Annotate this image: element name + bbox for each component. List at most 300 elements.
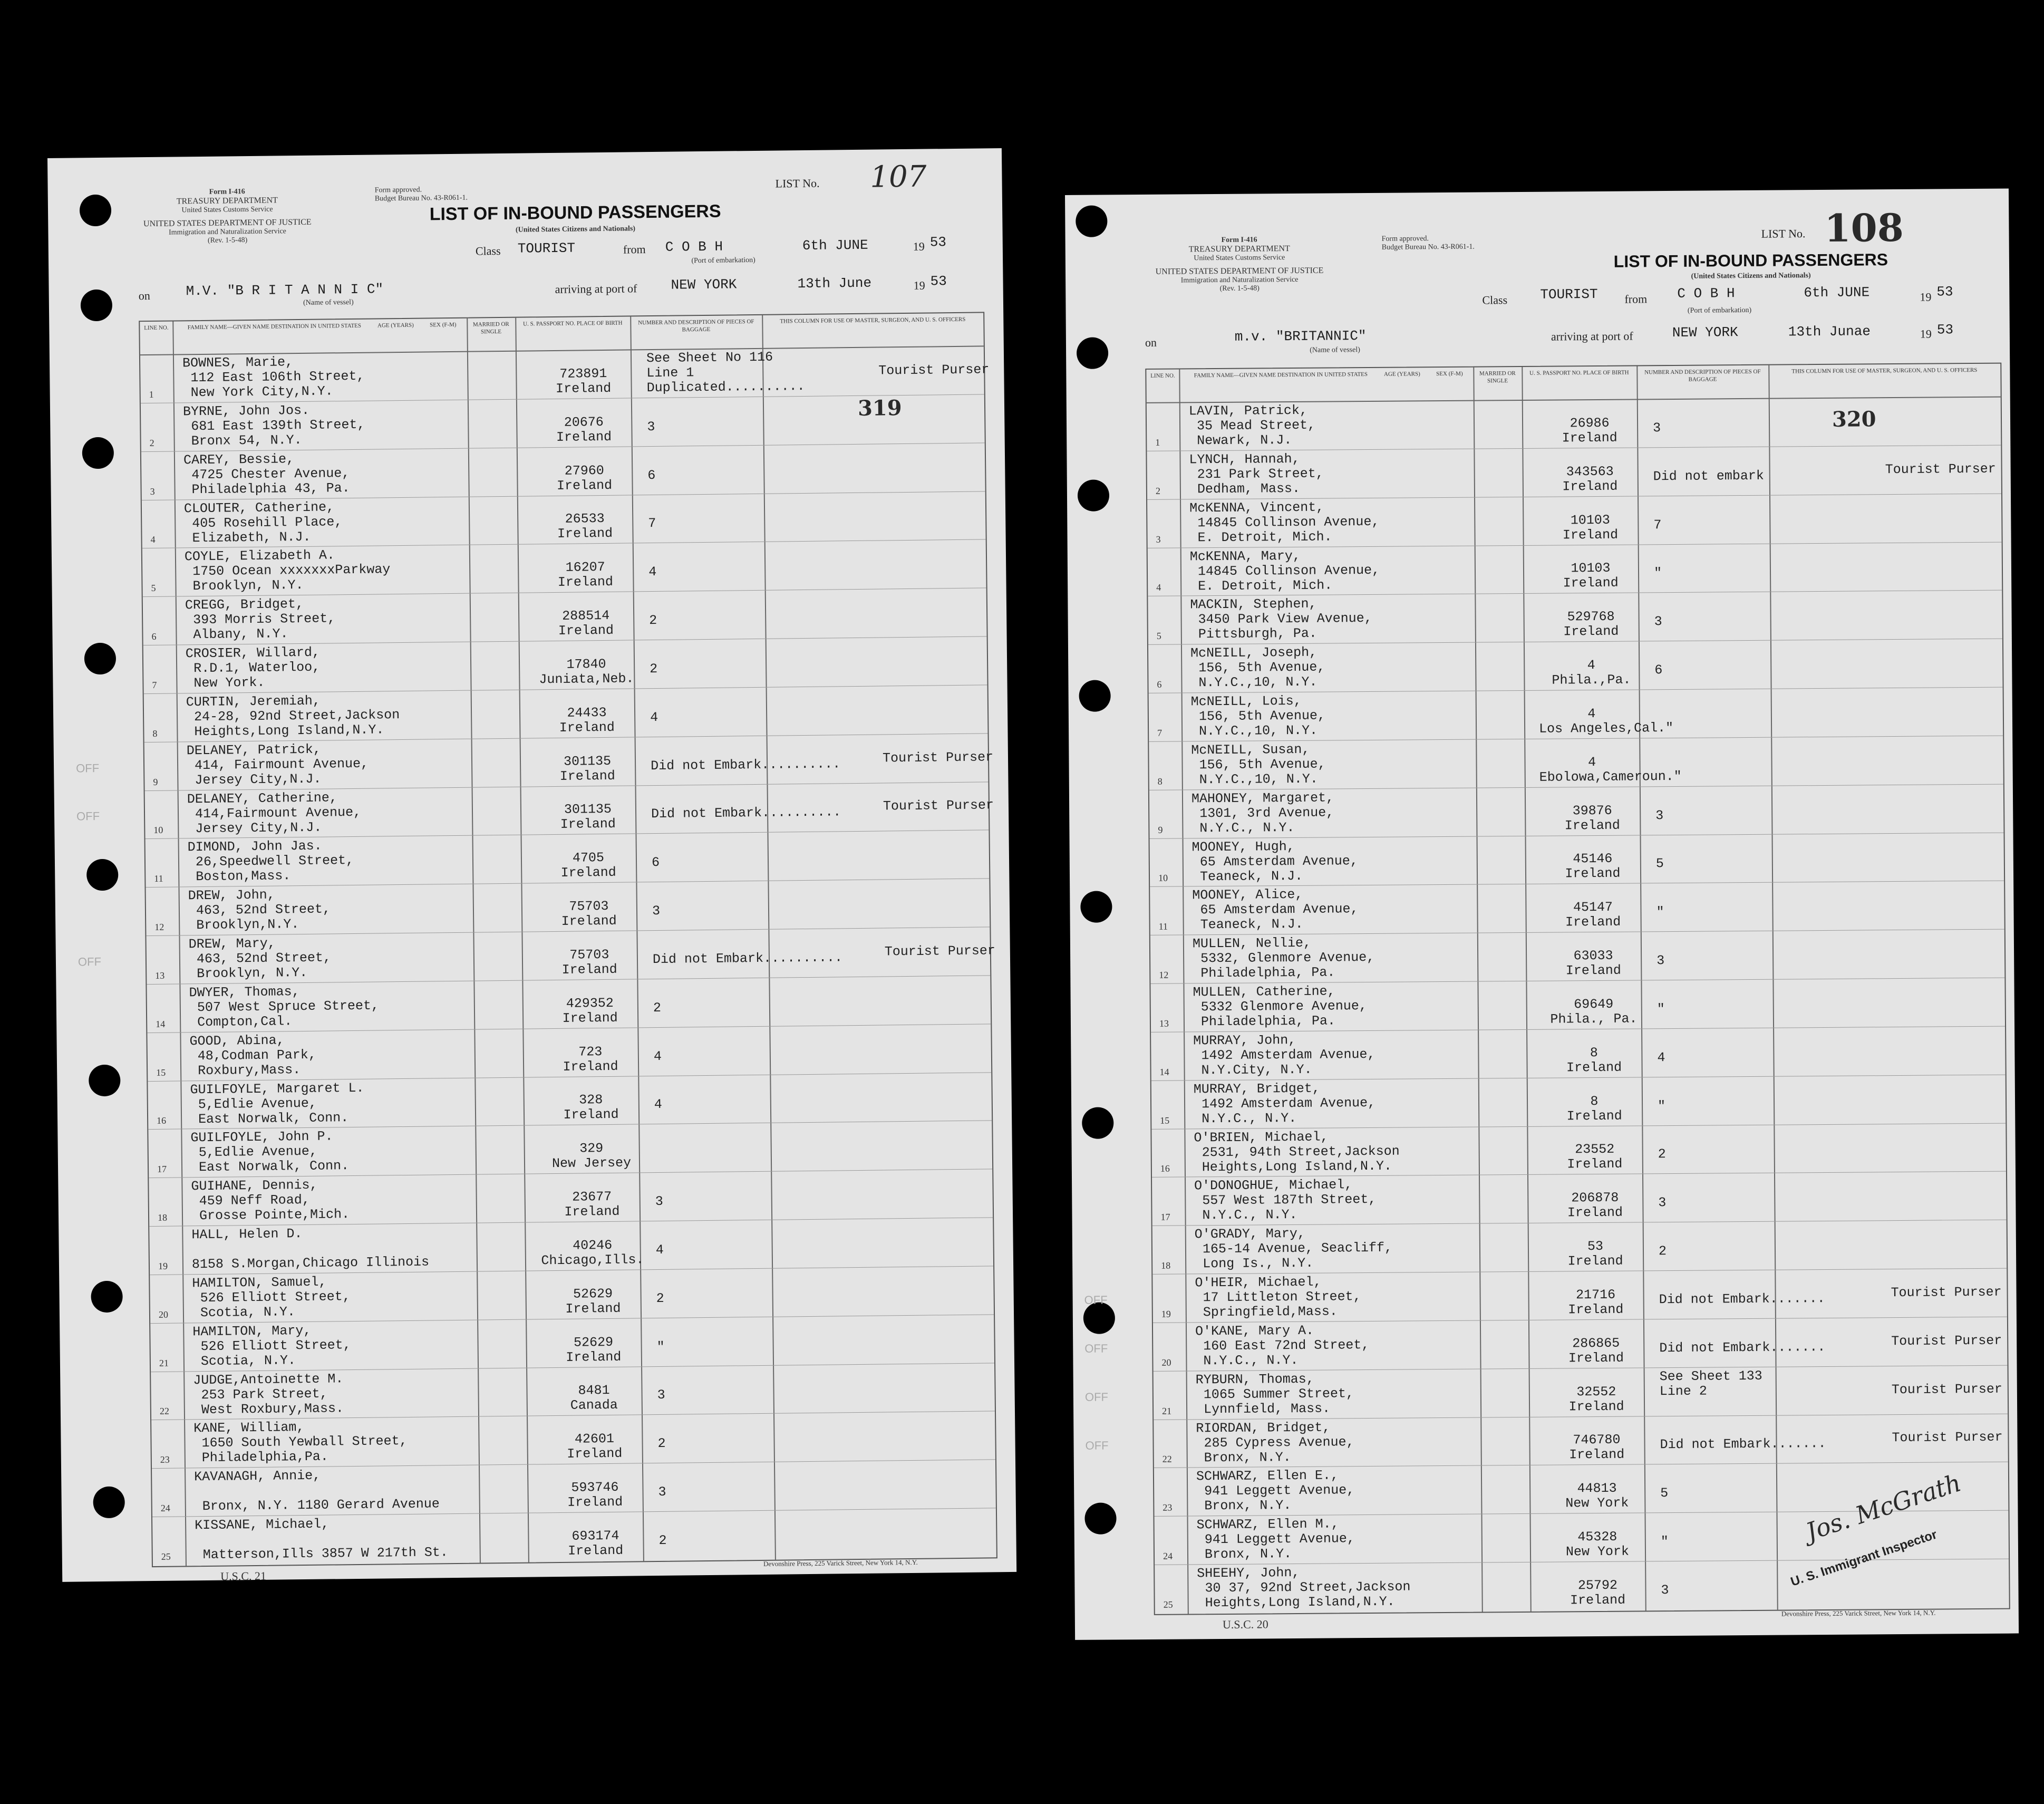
passport-birthplace: 10103 Ireland: [1563, 561, 1619, 591]
passport-birthplace: 39876 Ireland: [1564, 803, 1620, 833]
table-row: [1151, 1123, 2006, 1178]
line-number: 16: [1160, 1163, 1170, 1174]
table-row: [152, 1460, 996, 1518]
table-row: [1085, 1413, 2008, 1468]
passport-birthplace: 45147 Ireland: [1565, 899, 1621, 930]
line-number: 14: [156, 1018, 166, 1029]
line-number: 11: [154, 873, 163, 884]
punch-hole: [1078, 479, 1109, 511]
baggage-count: 3: [655, 1193, 663, 1210]
passport-birthplace: 21716 Ireland: [1568, 1287, 1624, 1318]
passport-birthplace: 593746 Ireland: [567, 1479, 623, 1510]
line-number: 18: [1161, 1260, 1171, 1271]
passenger-name-address: MOONEY, Hugh, 65 Amsterdam Avenue, Teaneck, N.J.: [1191, 838, 1358, 884]
list-no-label: LIST No.: [775, 176, 820, 190]
table-row: [1084, 1317, 2008, 1372]
table-row: [1152, 1220, 2007, 1275]
passport-birthplace: 206878 Ireland: [1567, 1190, 1623, 1221]
list-number: 108: [1824, 205, 1904, 250]
officer-remark: Tourist Purser: [1891, 1381, 2002, 1397]
baggage-count: Did not Embark..........: [650, 756, 841, 774]
line-number: 19: [1161, 1308, 1171, 1319]
table-row: [1155, 1559, 2009, 1613]
manifest-sheet-right: [1065, 189, 2019, 1640]
line-number: 3: [150, 486, 155, 497]
passport-birthplace: 4 Phila.,Pa.: [1552, 658, 1631, 688]
passport-birthplace: 529768 Ireland: [1563, 609, 1619, 640]
passenger-name-address: MOONEY, Alice, 65 Amsterdam Avenue, Teaneck, N.J.: [1192, 887, 1359, 933]
baggage-count: 4: [1657, 1049, 1665, 1065]
vessel-name: M.V. "B R I T A N N I C": [186, 281, 384, 300]
year-prefix: 19: [1920, 290, 1932, 304]
table-row: [150, 1314, 994, 1372]
off-mark: OFF: [1084, 1293, 1108, 1307]
punch-hole: [91, 1281, 123, 1313]
table-row: [1150, 881, 2004, 935]
baggage-count: 4: [650, 709, 658, 725]
passport-birthplace: 44813 New York: [1565, 1481, 1629, 1511]
baggage-count: 3: [1656, 953, 1665, 969]
table-row: [1149, 784, 2004, 838]
passport-birthplace: 17840 Juniata,Neb.: [539, 656, 634, 688]
passport-birthplace: 20676 Ireland: [556, 414, 612, 445]
table-row: [148, 1121, 992, 1179]
passenger-name-address: GUILFOYLE, John P. 5,Edlie Avenue, East Norwalk, Conn.: [190, 1128, 350, 1175]
baggage-count: 6: [647, 467, 656, 483]
passport-birthplace: 45146 Ireland: [1565, 851, 1621, 882]
passport-birthplace: 301135 Ireland: [560, 802, 616, 833]
passport-birthplace: 32552 Ireland: [1568, 1384, 1624, 1415]
table-row: [140, 345, 990, 403]
passport-birthplace: 693174 Ireland: [568, 1528, 624, 1559]
arrival-date: 13th June: [797, 275, 872, 292]
passport-birthplace: 75703 Ireland: [561, 947, 617, 978]
baggage-count: 3: [1658, 1195, 1667, 1211]
passport-birthplace: 723 Ireland: [563, 1044, 618, 1075]
passenger-name-address: DREW, John, 463, 52nd Street, Brooklyn,N.Y.: [188, 887, 331, 933]
embark-year: 53: [1936, 284, 1953, 300]
baggage-count: Did not Embark..........: [651, 804, 841, 822]
year-prefix: 19: [1920, 327, 1932, 341]
passenger-name-address: O'BRIEN, Michael, 2531, 94th Street,Jackson Heights,Long Island,N.Y.: [1194, 1129, 1400, 1175]
baggage-count: 3: [1654, 614, 1662, 630]
col-header-officers: THIS COLUMN FOR USE OF MASTER, SURGEON, AND U. S. OFFICERS: [780, 316, 966, 325]
table-row: [1147, 493, 2002, 548]
from-label: from: [623, 243, 646, 256]
table-row: [1148, 542, 2002, 596]
baggage-count: 2: [650, 661, 658, 677]
passenger-name-address: CAREY, Bessie, 4725 Chester Avenue, Philadelphia 43, Pa.: [183, 451, 350, 497]
passport-birthplace: 53 Ireland: [1567, 1239, 1623, 1269]
off-mark: OFF: [76, 809, 100, 823]
passport-birthplace: 329 New Jersey: [551, 1141, 632, 1172]
passenger-name-address: DELANEY, Catherine, 414,Fairmount Avenue, Jersey City,N.J.: [187, 789, 362, 836]
baggage-count: 4: [655, 1242, 664, 1258]
baggage-count: 7: [1653, 517, 1662, 533]
passport-birthplace: 26533 Ireland: [557, 511, 613, 542]
line-number: 23: [160, 1454, 170, 1465]
line-number: 1: [1155, 437, 1160, 448]
line-number: 8: [1157, 776, 1163, 787]
col-header-married: MARRIED OR SINGLE: [1479, 370, 1516, 384]
baggage-count: Did not Embark.......: [1659, 1290, 1825, 1308]
line-number: 4: [150, 534, 156, 545]
passenger-name-address: LAVIN, Patrick, 35 Mead Street, Newark, N.J.: [1188, 402, 1316, 449]
embark-port: C O B H: [665, 238, 723, 255]
passport-birthplace: 52629 Ireland: [565, 1286, 621, 1317]
manifest-sheet-left: [47, 148, 1016, 1582]
baggage-count: Did not embark: [1653, 468, 1764, 484]
vessel-caption: (Name of vessel): [303, 298, 354, 307]
baggage-count: 5: [1660, 1485, 1669, 1501]
line-number: 20: [1161, 1357, 1171, 1368]
year-prefix: 19: [913, 239, 925, 253]
passport-birthplace: 69649 Phila., Pa.: [1550, 996, 1638, 1027]
table-row: [1148, 639, 2003, 693]
passport-birthplace: 429352 Ireland: [562, 995, 618, 1026]
passport-birthplace: 40246 Chicago,Ills.: [541, 1237, 644, 1269]
passenger-name-address: O'GRADY, Mary, 165-14 Avenue, Seacliff, Long Is., N.Y.: [1194, 1226, 1393, 1272]
line-number: 21: [1162, 1405, 1172, 1416]
arrival-year: 53: [1936, 322, 1954, 338]
table-row: [149, 1169, 993, 1227]
table-row: [147, 1024, 991, 1082]
baggage-count: 2: [656, 1290, 664, 1306]
sheet-mark: U.S.C. 20: [1222, 1617, 1268, 1631]
baggage-count: ": [1657, 1098, 1666, 1114]
off-mark: OFF: [1084, 1342, 1108, 1355]
baggage-count: 2: [1658, 1243, 1667, 1259]
line-number: 10: [1158, 873, 1168, 884]
passenger-name-address: BYRNE, John Jos. 681 East 139th Street, Bronx 54, N.Y.: [182, 402, 365, 449]
line-number: 17: [1160, 1211, 1170, 1223]
passenger-name-address: CROSIER, Willard, R.D.1, Waterloo, New York.: [185, 644, 321, 691]
approval-note: Form approved. Budget Bureau No. 43-R061-1.: [1381, 235, 1475, 252]
passport-birthplace: 23552 Ireland: [1567, 1142, 1623, 1172]
punch-hole: [81, 290, 113, 322]
passenger-name-address: O'DONOGHUE, Michael, 557 West 187th Street, N.Y.C., N.Y.: [1194, 1177, 1377, 1223]
list-no-label: LIST No.: [1761, 227, 1806, 240]
baggage-count: 2: [657, 1436, 666, 1452]
table-row: [1150, 929, 2005, 984]
baggage-count: 7: [648, 516, 656, 532]
line-number: 20: [158, 1309, 169, 1320]
passport-birthplace: 27960 Ireland: [556, 462, 613, 494]
col-header-passport: U. S. PASSPORT NO. PLACE OF BIRTH: [1529, 369, 1629, 377]
embark-caption: (Port of embarkation): [691, 256, 755, 265]
baggage-count: 3: [1661, 1583, 1669, 1598]
printer-imprint: Devonshire Press, 225 Varick Street, New York 14, N.Y.: [1781, 1608, 1936, 1618]
passenger-name-address: HAMILTON, Mary, 526 Elliott Street, Scotia, N.Y.: [192, 1323, 351, 1369]
col-header-baggage: NUMBER AND DESCRIPTION OF PIECES OF BAGGAGE: [1644, 368, 1761, 383]
line-number: 24: [1163, 1550, 1173, 1561]
embark-date: 6th JUNE: [1804, 284, 1870, 301]
line-number: 2: [149, 437, 154, 448]
col-header-married: MARRIED OR SINGLE: [472, 321, 509, 335]
line-number: 3: [1156, 534, 1161, 545]
col-header-sex: SEX (F-M): [430, 321, 457, 329]
passenger-name-address: CLOUTER, Catherine, 405 Rosehill Place, Elizabeth, N.J.: [183, 499, 343, 546]
passenger-table: [75, 312, 997, 1567]
baggage-count: 2: [649, 612, 657, 629]
vessel-caption: (Name of vessel): [1310, 346, 1360, 354]
arrival-port: NEW YORK: [1672, 324, 1738, 341]
passenger-name-address: DELANEY, Patrick, 414, Fairmount Avenue, Jersey City,N.J.: [186, 741, 369, 788]
passenger-name-address: JUDGE,Antoinette M. 253 Park Street, West Roxbury,Mass.: [193, 1371, 344, 1417]
officer-remark: Tourist Purser: [884, 943, 996, 960]
line-number: 15: [1160, 1115, 1170, 1126]
embark-caption: (Port of embarkation): [1687, 306, 1752, 315]
table-row: [75, 733, 994, 791]
line-number: 22: [1162, 1454, 1172, 1465]
line-number: 12: [154, 921, 164, 933]
line-number: 7: [152, 679, 157, 690]
line-number: 6: [1157, 679, 1162, 690]
passenger-name-address: BOWNES, Marie, 112 East 106th Street, New York City,N.Y.: [182, 354, 365, 401]
passport-birthplace: 24433 Ireland: [559, 705, 615, 736]
off-mark: OFF: [1084, 1390, 1108, 1404]
baggage-count: 3: [1655, 807, 1664, 823]
line-number: 12: [1159, 969, 1169, 980]
passport-birthplace: 63033 Ireland: [1565, 948, 1621, 979]
officer-remark: Tourist Purser: [1892, 1430, 2003, 1446]
baggage-count: See Sheet 133 Line 2: [1659, 1368, 1762, 1399]
officer-remark: Tourist Purser: [878, 362, 990, 379]
baggage-count: [655, 1145, 771, 1146]
line-number: 4: [1156, 582, 1161, 593]
line-number: 24: [160, 1502, 170, 1514]
passport-birthplace: 288514 Ireland: [558, 607, 614, 639]
embark-port: C O B H: [1677, 285, 1735, 302]
passenger-name-address: MULLEN, Nellie, 5332, Glenmore Avenue, Philadelphia, Pa.: [1192, 935, 1375, 981]
line-number: 9: [153, 776, 158, 787]
passenger-name-address: McNEILL, Lois, 156, 5th Avenue, N.Y.C.,10, N.Y.: [1190, 693, 1326, 739]
passenger-name-address: McNEILL, Susan, 156, 5th Avenue, N.Y.C.,10, N.Y.: [1191, 741, 1326, 788]
passport-birthplace: 75703 Ireland: [561, 898, 617, 929]
punch-hole: [1079, 680, 1110, 711]
baggage-count: See Sheet No 116 Line 1 Duplicated..........: [646, 349, 805, 396]
col-header-passport: U. S. PASSPORT NO. PLACE OF BIRTH: [523, 320, 623, 327]
baggage-count: 2: [658, 1532, 667, 1548]
punch-hole: [1076, 205, 1107, 237]
list-number: 107: [870, 159, 927, 195]
passenger-name-address: HALL, Helen D. 8158 S.Morgan,Chicago Illinois: [191, 1226, 430, 1272]
baggage-count: Did not Embark..........: [652, 950, 843, 967]
officer-remark: Tourist Purser: [1885, 461, 1996, 477]
passenger-name-address: CREGG, Bridget, 393 Morris Street, Albany, N.Y.: [185, 596, 336, 643]
col-header-age: AGE (YEARS): [1383, 371, 1420, 378]
page-stamp: 320: [1832, 407, 1876, 432]
passenger-name-address: LYNCH, Hannah, 231 Park Street, Dedham, Mass.: [1189, 451, 1324, 497]
passport-birthplace: 42601 Ireland: [567, 1431, 623, 1462]
passport-birthplace: 4705 Ireland: [560, 850, 616, 881]
punch-hole: [80, 195, 112, 227]
approval-note: Form approved. Budget Bureau No. 43-R061-1.: [374, 186, 468, 203]
table-row: [151, 1411, 995, 1469]
class-label: Class: [1482, 293, 1508, 307]
off-mark: OFF: [78, 955, 102, 969]
passport-birthplace: 4 Ebolowa,Cameroun.": [1539, 754, 1682, 785]
table-row: [1150, 832, 2004, 887]
form-header: Form I-416 TREASURY DEPARTMENT United States Customs Service UNITED STATES DEPARTMENT OF JUSTICE Immigration and Naturalization Service (Rev. 1-5-48): [1155, 236, 1324, 293]
line-number: 10: [153, 825, 163, 836]
punch-hole: [84, 643, 117, 675]
passenger-name-address: MULLEN, Catherine, 5332 Glenmore Avenue, Philadelphia, Pa.: [1193, 983, 1367, 1030]
passenger-name-address: GOOD, Abina, 48,Codman Park, Roxbury,Mass.: [189, 1033, 317, 1079]
line-number: 2: [1155, 485, 1160, 496]
year-prefix: 19: [913, 278, 925, 292]
inspector-signature: Jos. McGrath: [1802, 1468, 1965, 1547]
table-row: [76, 782, 994, 840]
on-label: on: [138, 288, 150, 303]
vessel-name: m.v. "BRITANNIC": [1234, 328, 1367, 345]
baggage-count: 3: [647, 419, 655, 435]
off-mark: OFF: [75, 761, 100, 775]
passenger-name-address: SCHWARZ, Ellen M., 941 Leggett Avenue, Bronx, N.Y.: [1196, 1516, 1355, 1562]
table-row: [1084, 1365, 2008, 1420]
baggage-count: 2: [1658, 1146, 1666, 1162]
line-number: 7: [1157, 727, 1163, 738]
line-number: 8: [152, 728, 158, 739]
passenger-name-address: HAMILTON, Samuel, 526 Elliott Street, Scotia, N.Y.: [192, 1274, 351, 1321]
arriving-label: arriving at port of: [1551, 329, 1633, 343]
passport-birthplace: 10103 Ireland: [1562, 512, 1619, 543]
line-number: 15: [156, 1067, 166, 1078]
document-subtitle: (United States Citizens and Nationals): [515, 225, 636, 234]
table-row: [1149, 735, 2003, 790]
line-number: 21: [159, 1357, 169, 1368]
punch-hole: [1080, 891, 1112, 922]
embark-year: 53: [929, 234, 947, 250]
baggage-count: 6: [1654, 662, 1663, 678]
passenger-name-address: GUIHANE, Dennis, 459 Neff Road, Grosse Pointe,Mich.: [191, 1178, 350, 1224]
passenger-name-address: MURRAY, Bridget, 1492 Amsterdam Avenue, N.Y.C., N.Y.: [1193, 1081, 1376, 1127]
arriving-label: arriving at port of: [555, 282, 637, 296]
col-header-line: LINE NO.: [1150, 372, 1175, 379]
passport-birthplace: 16207 Ireland: [557, 559, 614, 591]
table-row: [78, 927, 996, 985]
passenger-name-address: McKENNA, Vincent, 14845 Collinson Avenue, E. Detroit, Mich.: [1189, 499, 1380, 546]
table-row: [149, 1217, 993, 1275]
col-header-line: LINE NO.: [144, 324, 169, 332]
line-number: 13: [1159, 1018, 1169, 1029]
baggage-count: 2: [653, 1000, 662, 1016]
passport-birthplace: 723891 Ireland: [555, 365, 612, 397]
arrival-year: 53: [930, 273, 947, 290]
baggage-count: ": [1653, 565, 1662, 581]
passenger-name-address: KISSANE, Michael, Matterson,Ills 3857 W 217th St.: [195, 1516, 448, 1563]
line-number: 22: [159, 1406, 170, 1417]
col-header-sex: SEX (F-M): [1436, 370, 1463, 378]
embark-date: 6th JUNE: [802, 237, 868, 254]
table-row: [142, 539, 986, 597]
baggage-count: 3: [658, 1484, 666, 1500]
passenger-name-address: MAHONEY, Margaret, 1301, 3rd Avenue, N.Y.C., N.Y.: [1191, 790, 1334, 836]
passenger-name-address: O'KANE, Mary A. 160 East 72nd Street, N.Y.C., N.Y.: [1195, 1323, 1370, 1369]
officer-remark: Tourist Purser: [1891, 1333, 2002, 1349]
passenger-name-address: COYLE, Elizabeth A. 1750 Ocean xxxxxxxParkway Brooklyn, N.Y.: [184, 547, 391, 594]
passenger-name-address: MACKIN, Stephen, 3450 Park View Avenue, Pittsburgh, Pa.: [1190, 596, 1372, 642]
line-number: 18: [157, 1212, 168, 1223]
baggage-count: [1655, 759, 1771, 760]
table-row: [148, 1072, 992, 1130]
passport-birthplace: 8 Ireland: [1566, 1093, 1622, 1124]
class-label: Class: [475, 244, 501, 258]
table-row: [150, 1266, 994, 1324]
table-row: [147, 975, 991, 1033]
from-label: from: [1624, 292, 1648, 306]
inspector-title: U. S. Immigrant Inspector: [1789, 1527, 1939, 1589]
passenger-name-address: SHEEHY, John, 30 37, 92nd Street,Jackson Heights,Long Island,N.Y.: [1197, 1565, 1411, 1611]
table-row: [143, 636, 987, 694]
passport-birthplace: 286865 Ireland: [1568, 1335, 1624, 1366]
officer-remark: Tourist Purser: [1891, 1284, 2002, 1301]
table-row: [1148, 590, 2002, 645]
arrival-port: NEW YORK: [671, 276, 737, 293]
line-number: 1: [149, 389, 154, 400]
table-row: [1152, 1171, 2007, 1226]
baggage-count: 3: [657, 1387, 665, 1403]
punch-hole: [82, 437, 114, 469]
line-number: 5: [1156, 630, 1161, 641]
passport-birthplace: 52629 Ireland: [566, 1334, 622, 1365]
officer-remark: Tourist Purser: [883, 797, 994, 814]
class-value: TOURIST: [517, 240, 576, 257]
baggage-count: 4: [653, 1048, 662, 1064]
class-value: TOURIST: [1540, 286, 1598, 303]
passenger-name-address: SCHWARZ, Ellen E., 941 Leggett Avenue, Bronx, N.Y.: [1196, 1468, 1355, 1514]
document-title: LIST OF IN-BOUND PASSENGERS: [429, 201, 721, 225]
col-header-officers: THIS COLUMN FOR USE OF MASTER, SURGEON, AND U. S. OFFICERS: [1791, 366, 1978, 375]
printer-imprint: Devonshire Press, 225 Varick Street, New York 14, N.Y.: [763, 1558, 918, 1568]
table-row: [144, 684, 988, 742]
form-header: Form I-416 TREASURY DEPARTMENT United States Customs Service UNITED STATES DEPARTMENT OF JUSTICE Immigration and Naturalization Service (Rev. 1-5-48): [143, 188, 312, 245]
line-number: 11: [1158, 921, 1168, 932]
col-header-name: FAMILY NAME—GIVEN NAME DESTINATION IN UNITED STATES: [187, 322, 362, 331]
line-number: 14: [1159, 1066, 1169, 1077]
table-row: [152, 1508, 996, 1565]
passport-birthplace: 45328 New York: [1565, 1529, 1630, 1560]
passport-birthplace: 4 Los Angeles,Cal.": [1538, 706, 1674, 737]
passenger-name-address: O'HEIR, Michael, 17 Littleton Street, Springfield,Mass.: [1195, 1274, 1361, 1320]
table-row: [1151, 1074, 2006, 1129]
line-number: 6: [151, 631, 157, 642]
punch-hole: [89, 1065, 121, 1097]
passenger-name-address: MURRAY, John, 1492 Amsterdam Avenue, N.Y.City, N.Y.: [1193, 1032, 1375, 1078]
baggage-count: ": [1656, 904, 1664, 920]
baggage-count: 3: [652, 903, 661, 919]
sheet-mark: U.S.C. 21: [220, 1569, 267, 1583]
baggage-count: Did not Embark.......: [1660, 1436, 1826, 1453]
passport-birthplace: 328 Ireland: [563, 1092, 619, 1123]
table-row: [146, 830, 990, 888]
line-number: 25: [161, 1551, 171, 1562]
passenger-name-address: CURTIN, Jeremiah, 24-28, 92nd Street,Jackson Heights,Long Island,N.Y.: [186, 693, 400, 740]
passport-birthplace: 26986 Ireland: [1562, 415, 1617, 446]
col-header-name: FAMILY NAME—GIVEN NAME DESTINATION IN UNITED STATES: [1194, 371, 1368, 379]
baggage-count: ": [1656, 1001, 1665, 1017]
baggage-count: [1655, 711, 1771, 712]
table-row: [141, 442, 985, 500]
passenger-name-address: KAVANAGH, Annie, Bronx, N.Y. 1180 Gerard Avenue: [194, 1468, 440, 1514]
table-row: [151, 1363, 995, 1421]
line-number: 16: [157, 1115, 167, 1126]
baggage-count: 3: [1653, 420, 1661, 436]
passenger-name-address: KANE, William, 1650 South Yewball Street, Philadelphia,Pa.: [193, 1420, 408, 1466]
off-mark: OFF: [1085, 1439, 1109, 1452]
table-row: [142, 491, 986, 549]
line-number: 23: [1163, 1502, 1173, 1513]
